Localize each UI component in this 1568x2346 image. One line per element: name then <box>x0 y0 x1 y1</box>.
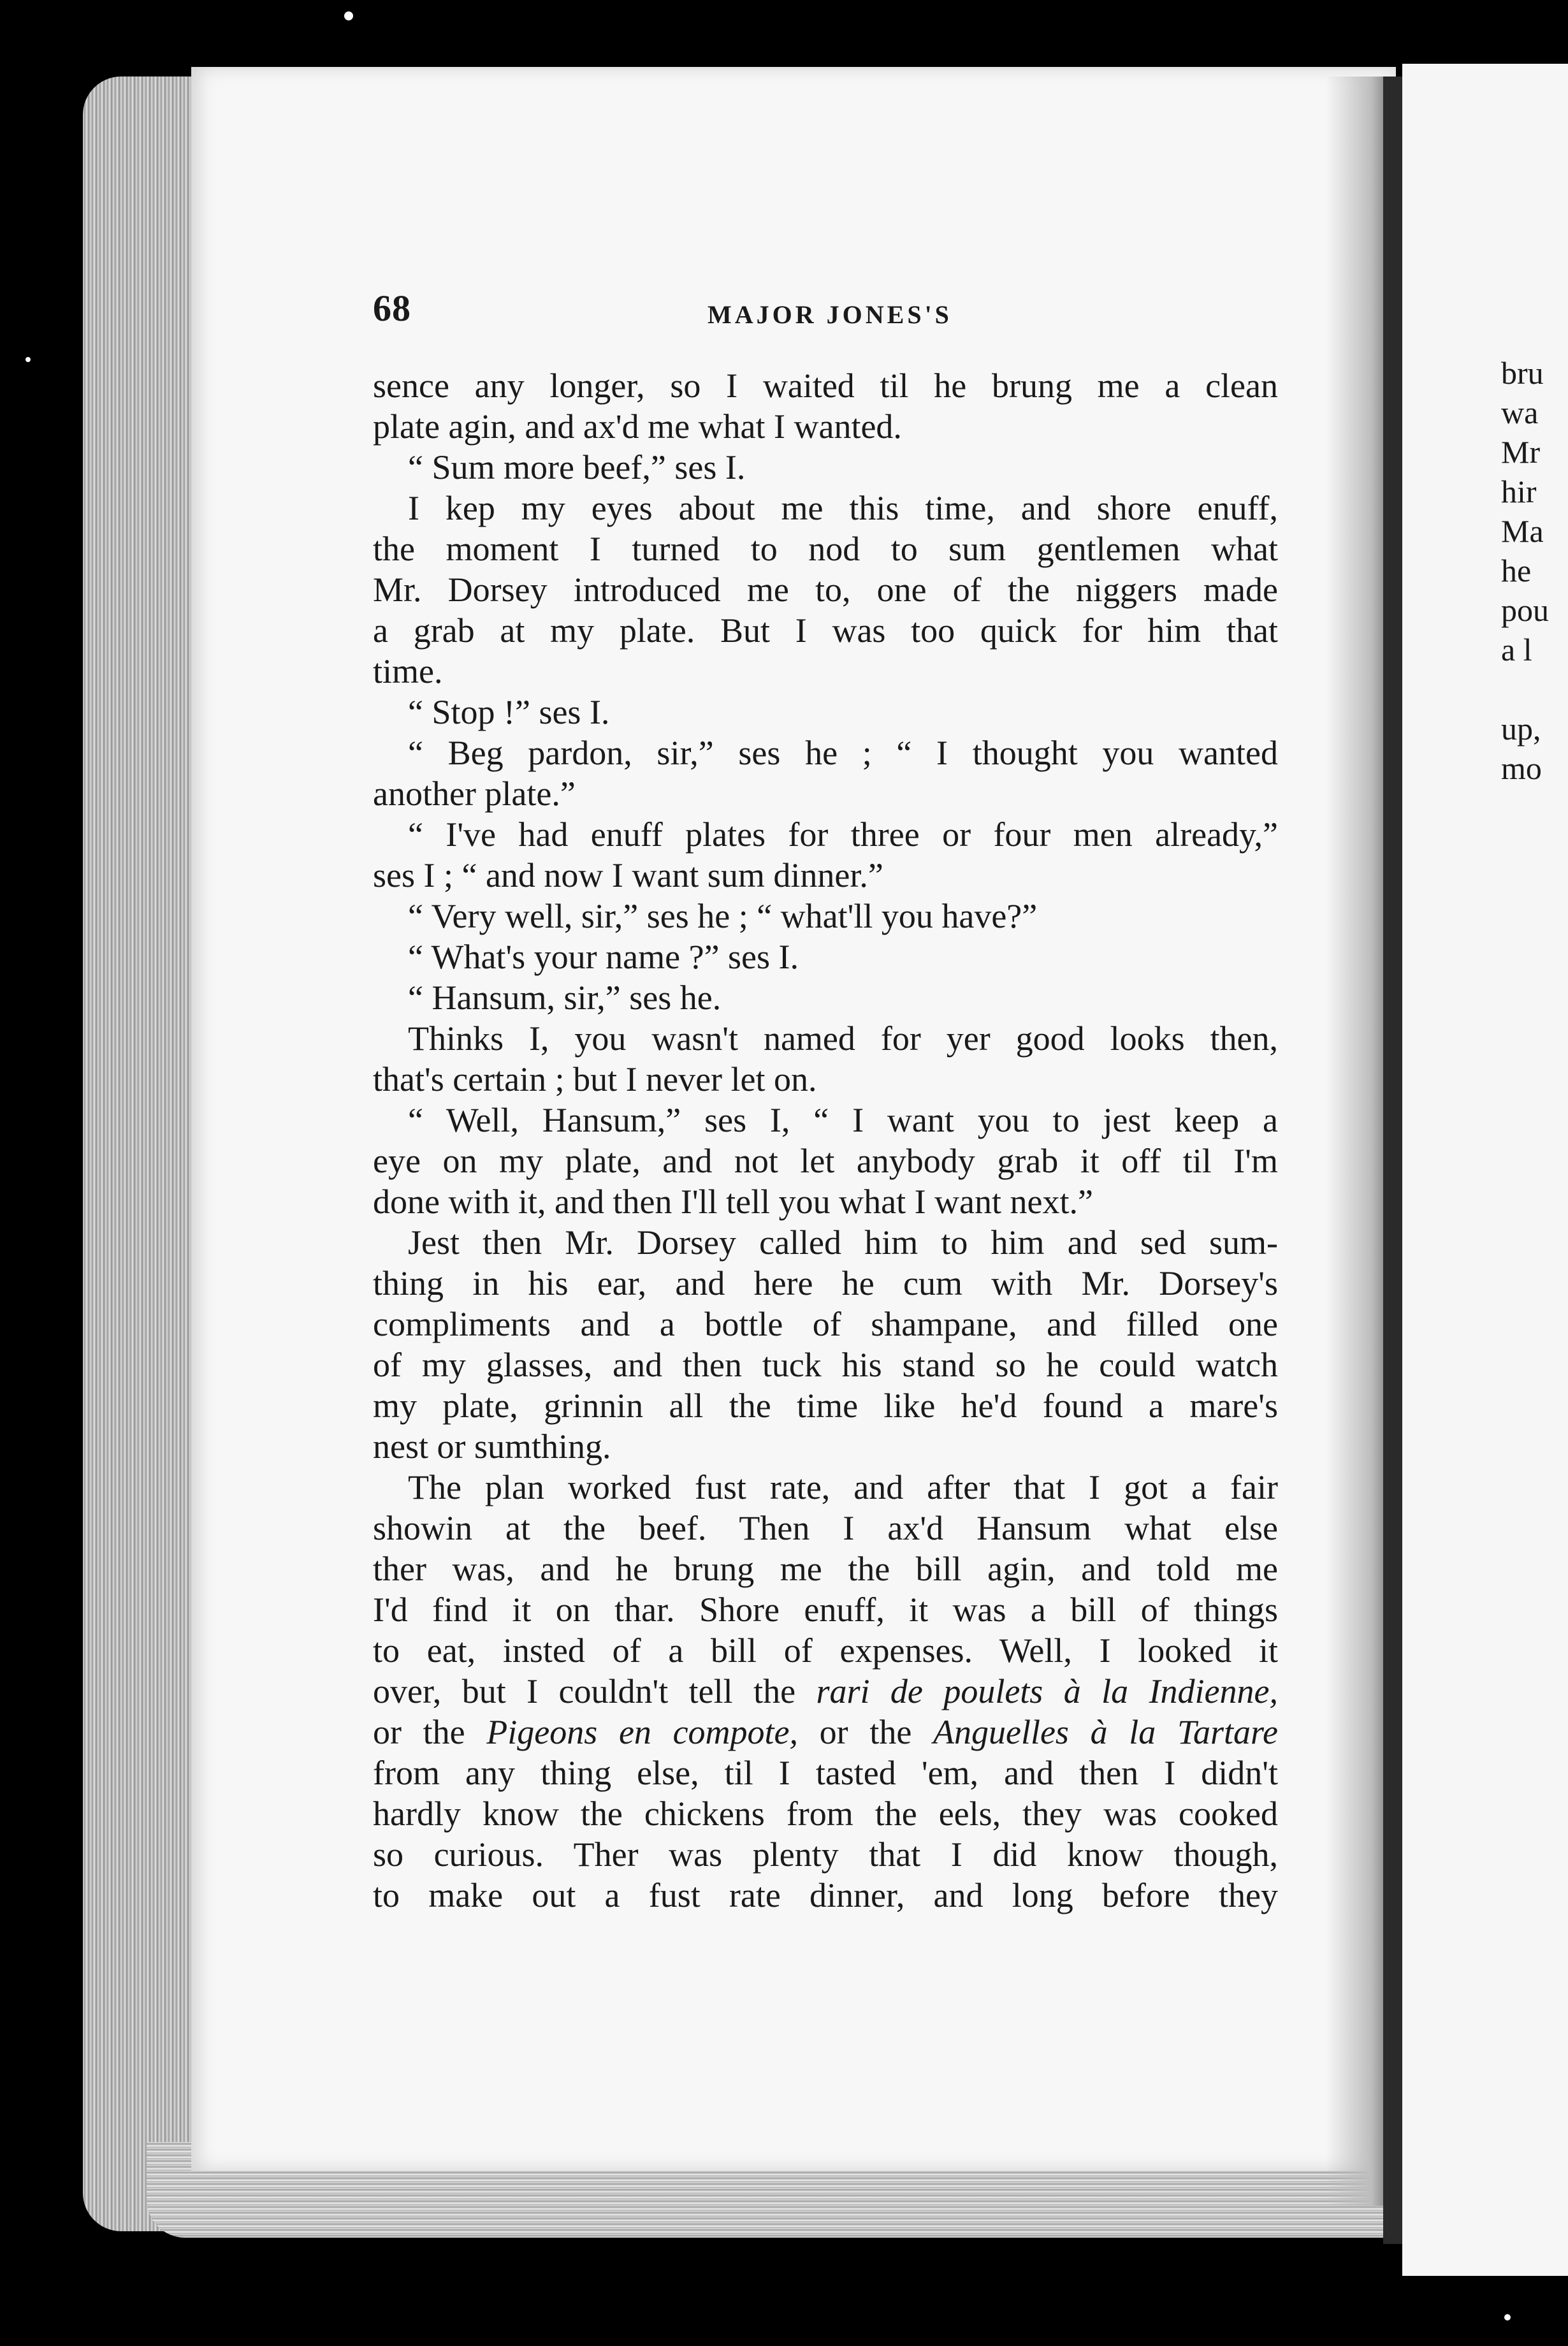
text-line: “ Very well, sir,” ses he ; “ what'll you have?” <box>408 897 1038 935</box>
text-line: thing in his ear, and here he cum with Mr. Dorsey's <box>373 1264 1278 1302</box>
text-line: “ Sum more beef,” ses I. <box>408 448 746 486</box>
text-line: sence any longer, so I waited til he brung me a clean <box>373 367 1278 405</box>
text-line: to eat, insted of a bill of expenses. Well, I looked it <box>373 1631 1278 1670</box>
text-line: time. <box>373 652 443 690</box>
text-span: or the <box>798 1713 933 1751</box>
text-line: I kep my eyes about me this time, and shore enuff, <box>408 489 1278 527</box>
text-line: “ Stop !” ses I. <box>408 693 610 731</box>
facing-fragment: he <box>1501 553 1532 588</box>
text-line: a grab at my plate. But I was too quick for him that <box>373 611 1278 650</box>
text-line: ses I ; “ and now I want sum dinner.” <box>373 856 883 894</box>
text-line: the moment I turned to nod to sum gentlemen what <box>373 530 1278 568</box>
text-line: Jest then Mr. Dorsey called him to him and sed sum- <box>408 1223 1278 1262</box>
text-span: over, but I couldn't tell the <box>373 1672 817 1710</box>
text-line: plate agin, and ax'd me what I wanted. <box>373 407 902 446</box>
facing-fragment: pou <box>1501 592 1549 628</box>
italic-dish-name: Pigeons en compote, <box>486 1713 799 1751</box>
facing-fragment: Mr <box>1501 434 1541 470</box>
scan-speck <box>1504 2314 1511 2320</box>
facing-fragment: wa <box>1501 395 1539 430</box>
text-line: compliments and a bottle of shampane, and filled one <box>373 1305 1278 1343</box>
running-head: MAJOR JONES'S <box>708 300 952 329</box>
scan-speck <box>344 11 353 20</box>
text-line: hardly know the chickens from the eels, they was cooked <box>373 1795 1278 1833</box>
text-line: done with it, and then I'll tell you what I want next.” <box>373 1183 1093 1221</box>
text-line: ther was, and he brung me the bill agin, and told me <box>373 1550 1278 1588</box>
text-line: “ What's your name ?” ses I. <box>408 938 799 976</box>
text-line: The plan worked fust rate, and after that I got a fair <box>408 1468 1278 1506</box>
italic-dish-name: rari de poulets à la Indienne, <box>816 1672 1278 1710</box>
text-line: that's certain ; but I never let on. <box>373 1060 817 1098</box>
facing-fragment: hir <box>1501 474 1537 509</box>
text-line: I'd find it on thar. Shore enuff, it was a bill of things <box>373 1591 1278 1629</box>
facing-page <box>1402 64 1568 2276</box>
text-line: my plate, grinnin all the time like he'd found a mare's <box>373 1387 1278 1425</box>
text-line: Mr. Dorsey introduced me to, one of the niggers made <box>373 571 1278 609</box>
text-line: “ Well, Hansum,” ses I, “ I want you to jest keep a <box>408 1101 1278 1139</box>
text-line: of my glasses, and then tuck his stand so he could watch <box>373 1346 1278 1384</box>
facing-fragment: Ma <box>1501 513 1544 549</box>
book-spine <box>1383 76 1402 2244</box>
text-line <box>373 1715 1278 1749</box>
text-line: “ I've had enuff plates for three or four men already,” <box>408 815 1278 854</box>
facing-fragment: up, <box>1501 711 1541 747</box>
text-line: from any thing else, til I tasted 'em, and then I didn't <box>373 1754 1278 1792</box>
text-line: nest or sumthing. <box>373 1427 611 1466</box>
text-line: another plate.” <box>373 775 576 813</box>
text-line: to make out a fust rate dinner, and long before they <box>373 1876 1278 1914</box>
text-line: eye on my plate, and not let anybody grab it off til I'm <box>373 1142 1278 1180</box>
text-line: so curious. Ther was plenty that I did know though, <box>373 1835 1278 1874</box>
text-line: Thinks I, you wasn't named for yer good looks then, <box>408 1019 1278 1058</box>
text-line: “ Beg pardon, sir,” ses he ; “ I thought you wanted <box>408 734 1278 772</box>
text-line: showin at the beef. Then I ax'd Hansum what else <box>373 1509 1278 1547</box>
facing-fragment: a l <box>1501 632 1532 667</box>
text-line: “ Hansum, sir,” ses he. <box>408 979 722 1017</box>
scan-speck <box>25 357 31 362</box>
italic-dish-name: Anguelles à la Tartare <box>933 1713 1279 1751</box>
page-number: 68 <box>373 288 411 329</box>
text-line <box>373 1674 1278 1708</box>
facing-fragment: mo <box>1501 750 1542 786</box>
text-span: or the <box>373 1713 487 1751</box>
facing-fragment: bru <box>1501 355 1544 391</box>
